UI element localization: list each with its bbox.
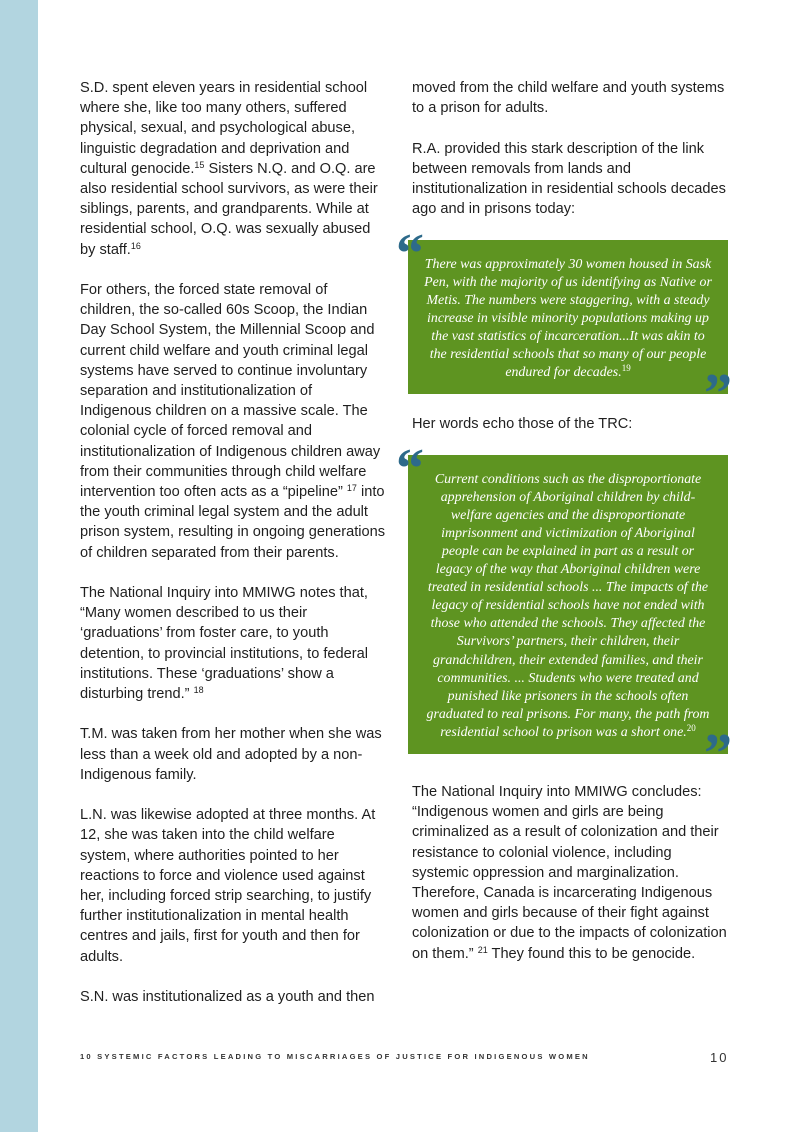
close-quote-icon: ”: [704, 363, 732, 426]
paragraph-trc-intro: Her words echo those of the TRC:: [412, 416, 633, 433]
footnote-ref[interactable]: 16: [130, 240, 141, 251]
paragraph-sn: S.N. was institutionalized as a youth and then: [80, 989, 375, 1006]
paragraph-tm: T.M. was taken from her mother when she was less than a week old and adopted by a non-Indigenous family.: [80, 726, 382, 783]
paragraph-sd: S.D. spent eleven years in residential school where she, like too many others, suffered physical, sexual, and psychological abuse, linguistic degradation and deprivation and cultural genocide.$^{15}$ Sisters N.Q. and O.Q. are also residential school survivors, as were their siblings, parents, and grandparents. While at residential school, O.Q. was sexually abused by staff.$^{16}$: [80, 80, 378, 258]
paragraph-inquiry-notes: The National Inquiry into MMIWG notes that, “Many women described to us their ‘graduations’ from foster care, to youth detention, to provincial institutions, to federal institutions. These ‘graduations’ show a disturbing trend.” $^{18}$: [80, 585, 368, 703]
open-quote-icon: “: [396, 222, 424, 285]
footnote-ref[interactable]: 18: [193, 685, 204, 696]
paragraph-ra: R.A. provided this stark description of the link between removals from lands and institutionalization in residential schools decades ago and in prisons today:: [412, 140, 726, 218]
footnote-ref[interactable]: 17: [346, 483, 357, 494]
close-quote-icon: ”: [704, 723, 732, 786]
page-number: 10: [710, 1050, 729, 1065]
open-quote-icon: “: [396, 437, 424, 500]
left-column: [80, 78, 386, 1027]
footnote-ref[interactable]: 21: [477, 944, 488, 955]
footnote-ref[interactable]: 19: [621, 363, 631, 374]
paragraph-inquiry-concludes: The National Inquiry into MMIWG concludes: “Indigenous women and girls are being criminalized as a result of colonization and their resistance to colonial violence, including systemic oppression and marginalization. Therefore, Canada is incarcerating Indigenous women and girls because of their fight against colonization or due to the impacts of colonization on them.” $^{21}$ They found this to be genocide.: [412, 784, 727, 962]
side-color-bar: [0, 0, 38, 1132]
paragraph-sn-continued: moved from the child welfare and youth systems to a prison for adults.: [412, 80, 725, 117]
footnote-ref[interactable]: 20: [686, 722, 696, 733]
right-column: [396, 78, 732, 984]
quote-trc: [396, 437, 732, 786]
quote-box-trc: Current conditions such as the disproportionate apprehension of Aboriginal children by child-welfare agencies and the disproportionate imprisonment and victimization of Aboriginal people can be explained in part as a result or legacy of the way that Aboriginal children were treated in residential schools ... The impacts of the legacy of residential schools have not ended with those who attended the schools. They affected the Survivors’ partners, their children, their grandchildren, their extended families, and their communities. ... Students who were treated and punished like prisoners in the schools often graduated to real prisons. For many, the path from residential school to prison was a short one.$^{20}$: [408, 455, 728, 754]
footnote-ref[interactable]: 15: [194, 159, 205, 170]
footer-title: 10 SYSTEMIC FACTORS LEADING TO MISCARRIAGES OF JUSTICE FOR INDIGENOUS WOMEN: [80, 1052, 590, 1061]
quote-box-ra: There was approximately 30 women housed in Sask Pen, with the majority of us identifying as Native or Metis. The numbers were staggering, with a steady increase in visible minority populations making up the vast statistics of incarceration...It was akin to the residential schools that so many of our people endured for decades.$^{19}$: [408, 240, 728, 395]
paragraph-ln: L.N. was likewise adopted at three months. At 12, she was taken into the child welfare system, where authorities pointed to her reactions to force and violence used against her, including forced strip searching, to justify further institutionalization in mental health centres and jails, first for youth and then for adults.: [80, 807, 376, 965]
paragraph-removal: For others, the forced state removal of children, the so-called 60s Scoop, the Indian Day School System, the Millennial Scoop and current child welfare and youth criminal legal systems have served to continue involuntary separation and institutionalization of Indigenous children on a massive scale. The colonial cycle of forced removal and institutionalization of Indigenous children away from their communities through child welfare intervention too often acts as a “pipeline” $^{17}$ into the youth criminal legal system and the adult prison system, resulting in ongoing generations of children separated from their parents.: [80, 282, 386, 561]
